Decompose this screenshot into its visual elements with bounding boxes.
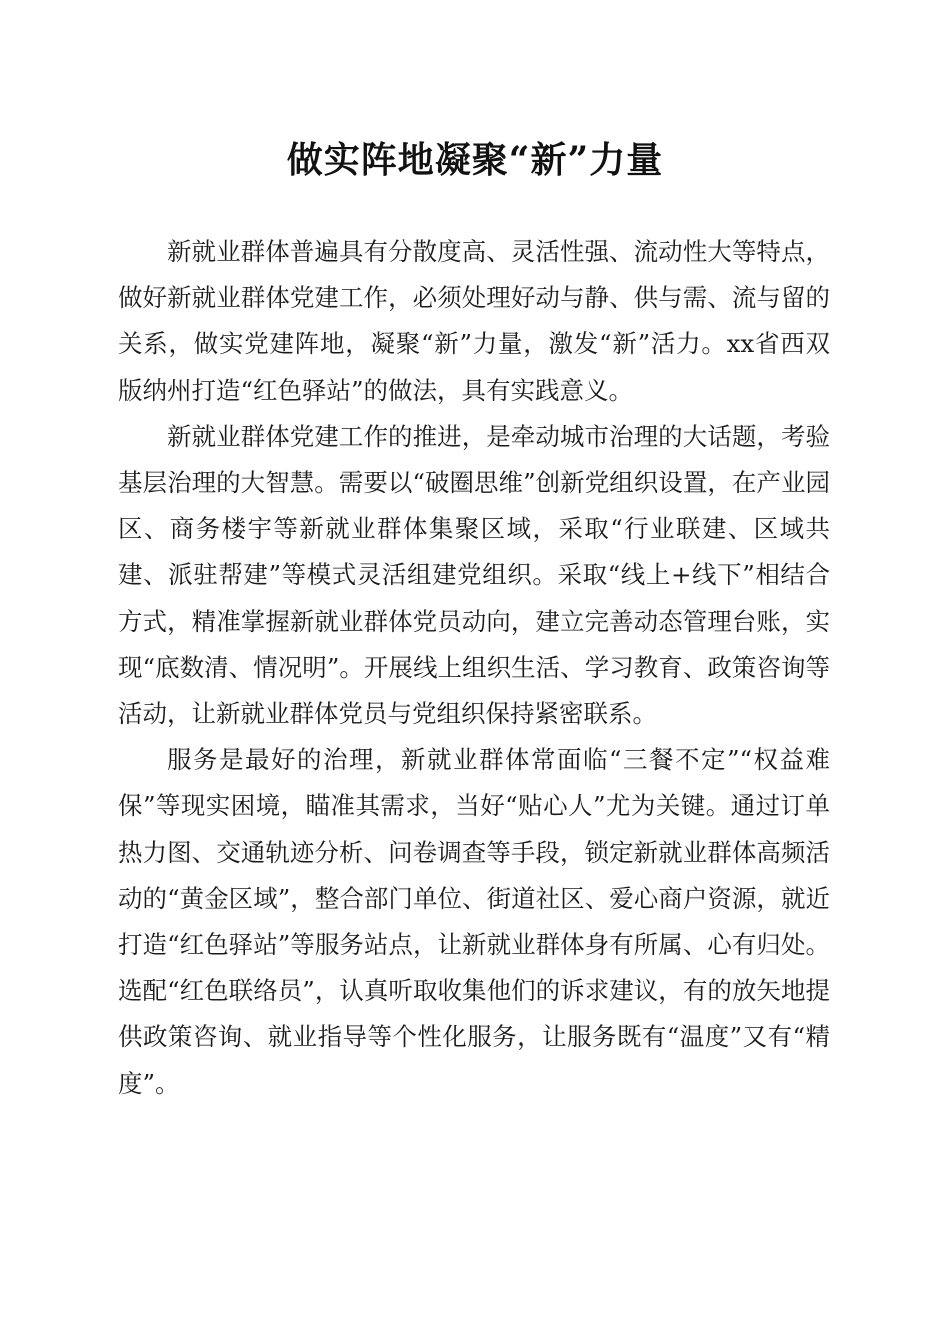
document-title: 做实阵地凝聚“新”力量 [286,139,664,181]
paragraph-1: 新就业群体普遍具有分散度高、灵活性强、流动性大等特点，做好新就业群体党建工作，必须处理好动与静、供与需、流与留的关系，做实党建阵地，凝聚“新”力量，激发“新”活力。xx省西双版纳州打造“红色驿站”的做法，具有实践意义。 [118,237,830,405]
paragraph-3: 服务是最好的治理，新就业群体常面临“三餐不定”“权益难保”等现实困境，瞄准其需求，当好“贴心人”尤为关键。通过订单热力图、交通轨迹分析、问卷调查等手段，锁定新就业群体高频活动的“黄金区域”，整合部门单位、街道社区、爱心商户资源，就近打造“红色驿站”等服务站点，让新就业群体身有所属、心有归处。选配“红色联络员”，认真听取收集他们的诉求建议，有的放矢地提供政策咨询、就业指导等个性化服务，让服务既有“温度”又有“精度”。 [118,745,830,1098]
paragraph-2: 新就业群体党建工作的推进，是牵动城市治理的大话题，考验基层治理的大智慧。需要以“破圈思维”创新党组织设置，在产业园区、商务楼宇等新就业群体集聚区域，采取“行业联建、区域共建、派驻帮建”等模式灵活组建党组织。采取“线上+线下”相结合方式，精准掌握新就业群体党员动向，建立完善动态管理台账，实现“底数清、情况明”。开展线上组织生活、学习教育、政策咨询等活动，让新就业群体党员与党组织保持紧密联系。 [118,421,830,729]
document-body [118,229,830,1107]
